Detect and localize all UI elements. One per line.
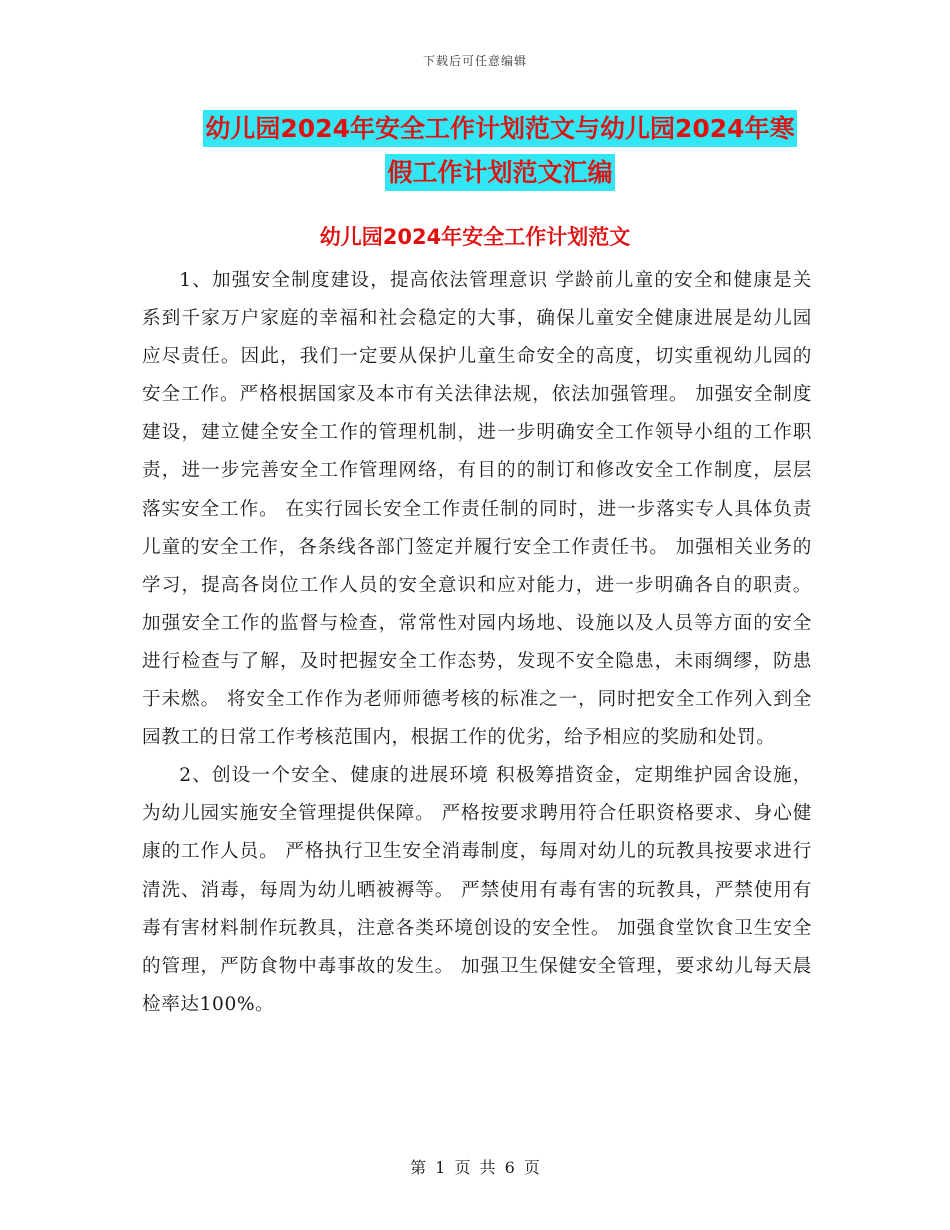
document-title-line-2 [150, 158, 850, 188]
page-footer: 第 1 页 共 6 页 [410, 1158, 540, 1177]
document-body [142, 262, 812, 1024]
document-title-text-2: 假工作计划范文汇编 [385, 154, 614, 191]
document-title-line-1 [150, 114, 850, 144]
section-title: 幼儿园2024年安全工作计划范文 [319, 225, 631, 249]
header-note: 下载后可任意编辑 [422, 54, 527, 68]
document-title-text-1: 幼儿园2024年安全工作计划范文与幼儿园2024年寒 [203, 110, 796, 147]
paragraph: 2、创设一个安全、健康的进展环境 积极筹措资金，定期维护园舍设施，为幼儿园实施安全管理提供保障。 严格按要求聘用符合任职资格要求、身心健康的工作人员。 严格执行卫生安全消毒制度，每周对幼儿的玩教具按要求进行清洗、消毒，每周为幼儿晒被褥等。 严禁使用有毒有害的玩教具，严禁使用有毒有害材料制作玩教具，注意各类环境创设的安全性。 加强食堂饮食卫生安全的管理，严防食物中毒事故的发生。 加强卫生保健安全管理，要求幼儿每天晨检率达100%。 [142, 765, 812, 1015]
paragraph: 1、加强安全制度建设，提高依法管理意识 学龄前儿童的安全和健康是关系到千家万户家庭的幸福和社会稳定的大事，确保儿童安全健康进展是幼儿园应尽责任。因此，我们一定要从保护儿童生命安全的高度，切实重视幼儿园的安全工作。严格根据国家及本市有关法律法规，依法加强管理。 加强安全制度建设，建立健全安全工作的管理机制，进一步明确安全工作领导小组的工作职责，进一步完善安全工作管理网络，有目的的制订和修改安全工作制度，层层落实安全工作。 在实行园长安全工作责任制的同时，进一步落实专人具体负责儿童的安全工作，各条线各部门签定并履行安全工作责任书。 加强相关业务的学习，提高各岗位工作人员的安全意识和应对能力，进一步明确各自的职责。 加强安全工作的监督与检查，常常性对园内场地、设施以及人员等方面的安全进行检查与了解，及时把握安全工作态势，发现不安全隐患，未雨绸缪，防患于未燃。 将安全工作作为老师师德考核的标准之一，同时把安全工作列入到全园教工的日常工作考核范围内，根据工作的优劣，给予相应的奖励和处罚。 [142, 270, 812, 749]
